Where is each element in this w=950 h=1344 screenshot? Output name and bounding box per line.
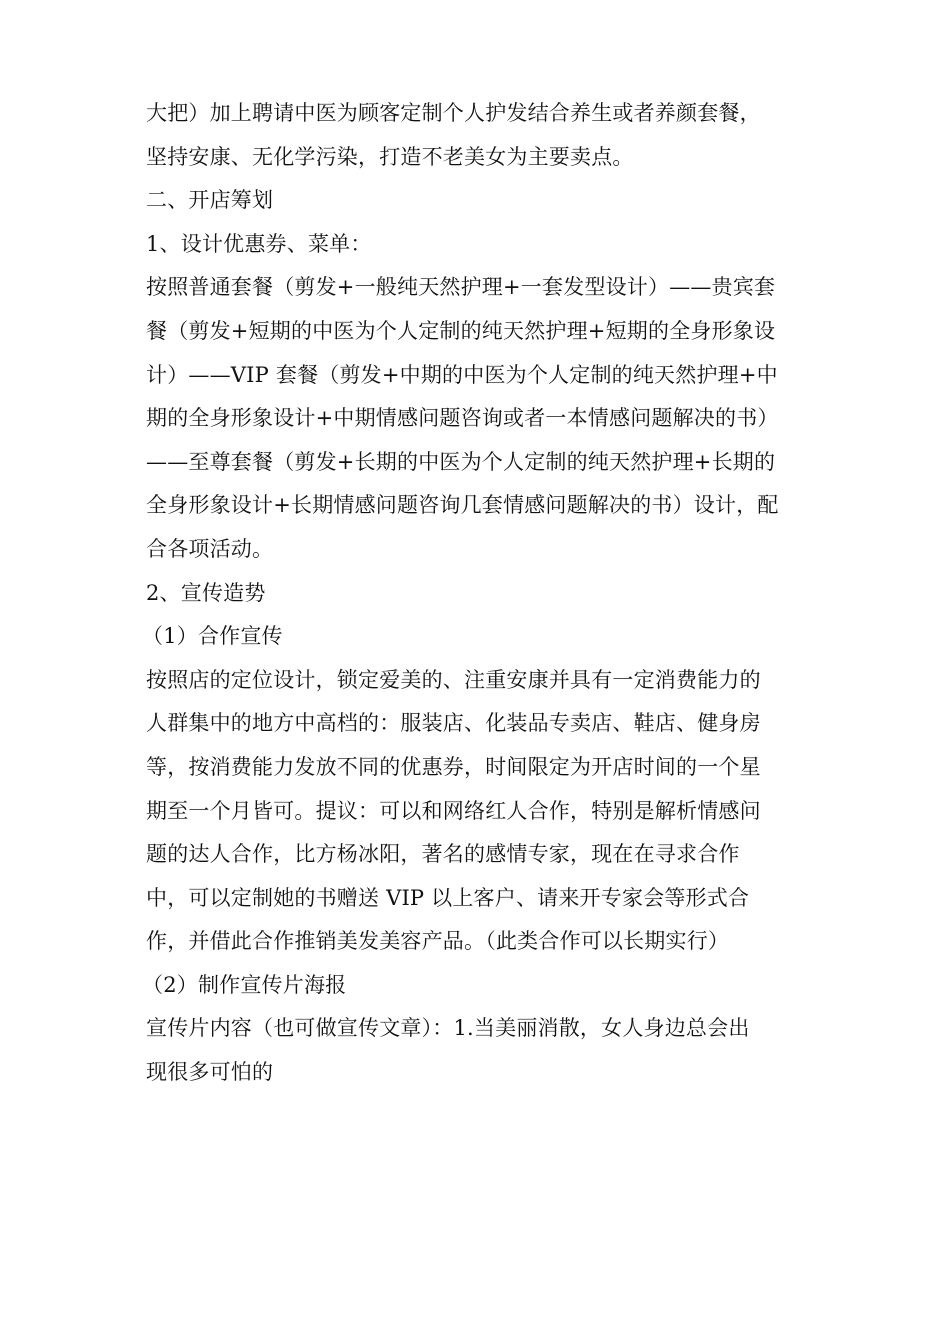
body-text-line: 题的达人合作，比方杨冰阳，著名的感情专家，现在在寻求合作 [146,842,740,867]
body-text-line: 全身形象设计+长期情感问题咨询几套情感问题解决的书）设计，配 [146,493,779,518]
body-text-line: 计）——VIP 套餐（剪发+中期的中医为个人定制的纯天然护理+中 [146,362,778,387]
body-text-line: 等，按消费能力发放不同的优惠券，时间限定为开店时间的一个星 [146,754,761,779]
subsection-heading: 1、设计优惠券、菜单： [146,231,372,256]
subsection-heading: 2、宣传造势 [146,580,266,605]
numbered-heading: （2）制作宣传片海报 [142,972,347,997]
body-text-line: 坚持安康、无化学污染，打造不老美女为主要卖点。 [146,144,634,169]
body-text-line: 中，可以定制她的书赠送 VIP 以上客户、请来开专家会等形式合 [146,885,750,910]
body-text-line: 人群集中的地方中高档的：服装店、化装品专卖店、鞋店、健身房 [146,711,761,736]
body-text-line: 合各项活动。 [146,536,274,561]
body-text-line: 宣传片内容（也可做宣传文章）：1.当美丽消散，女人身边总会出 [146,1016,750,1041]
body-text-line: 现很多可怕的 [146,1060,274,1085]
body-text-line: 大把）加上聘请中医为顾客定制个人护发结合养生或者养颜套餐， [146,101,761,125]
body-text-line: 按照店的定位设计，锁定爱美的、注重安康并具有一定消费能力的 [146,667,761,692]
body-text-line: 餐（剪发+短期的中医为个人定制的纯天然护理+短期的全身形象设 [146,318,776,343]
section-heading: 二、开店筹划 [146,188,274,213]
body-text-line: 期至一个月皆可。提议：可以和网络红人合作，特别是解析情感问 [146,798,761,823]
body-text-line: 按照普通套餐（剪发+一般纯天然护理+一套发型设计）——贵宾套 [146,275,776,300]
body-text-line: 作，并借此合作推销美发美容产品。（此类合作可以长期实行） [146,929,730,954]
document-body [142,92,818,1095]
body-text-line: 期的全身形象设计+中期情感问题咨询或者一本情感问题解决的书） [146,406,779,431]
body-text-line: ——至尊套餐（剪发+长期的中医为个人定制的纯天然护理+长期的 [146,449,776,474]
numbered-heading: （1）合作宣传 [142,624,283,649]
